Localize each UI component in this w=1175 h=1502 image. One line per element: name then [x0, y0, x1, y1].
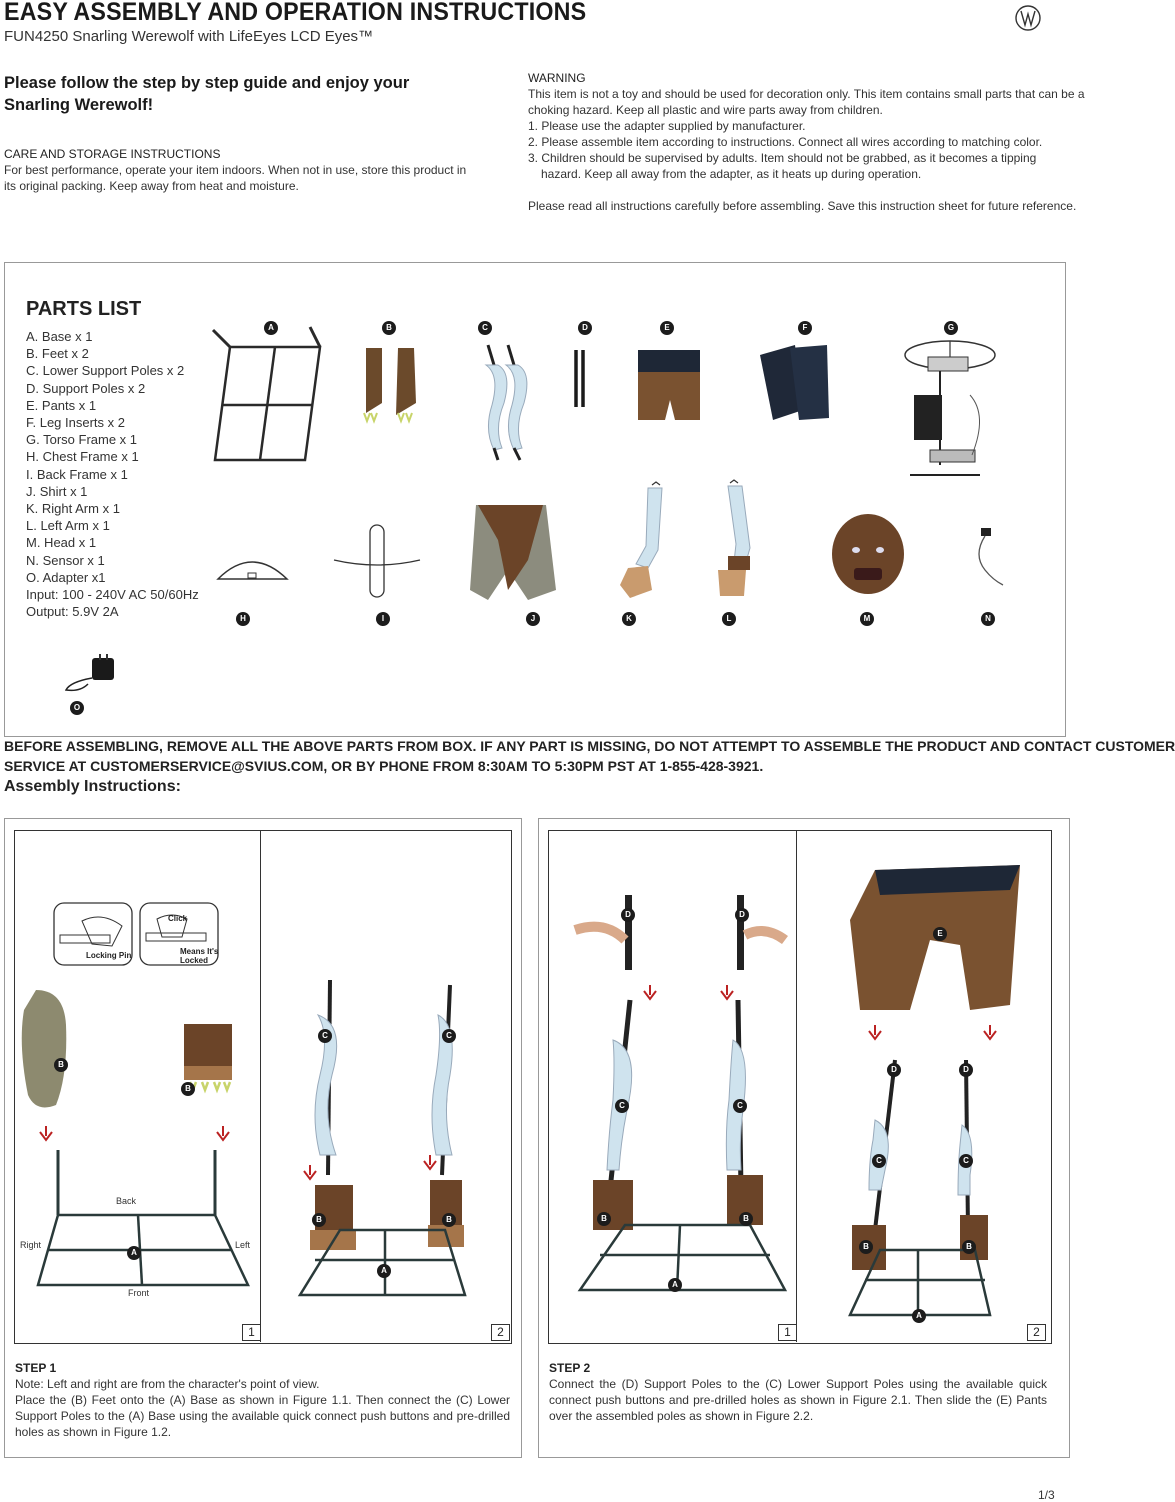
- parts-list-item: L. Left Arm x 1: [26, 518, 110, 534]
- warning-heading: WARNING: [528, 71, 586, 85]
- label-back: Back: [116, 1196, 137, 1206]
- document-subtitle: FUN4250 Snarling Werewolf with LifeEyes LCD Eyes™: [4, 28, 374, 45]
- warning-line: Please read all instructions carefully before assembling. Save this instruction sheet for future reference.: [528, 199, 1077, 213]
- step2-label-c4: C: [959, 1154, 973, 1168]
- step2-label-b1: B: [597, 1212, 611, 1226]
- left-arm-illustration: [708, 478, 768, 608]
- locking-pin-label: Locking Pin: [86, 951, 132, 960]
- step1-label-b4: B: [442, 1213, 456, 1227]
- part-label-e: E: [660, 321, 674, 335]
- step1-label-b3: B: [312, 1213, 326, 1227]
- part-label-j: J: [526, 612, 540, 626]
- step2-label-c1: C: [615, 1099, 629, 1113]
- chest-frame-illustration: [215, 553, 290, 583]
- step1-label-b2: B: [181, 1082, 195, 1096]
- part-label-o: O: [70, 701, 84, 715]
- part-label-d: D: [578, 321, 592, 335]
- adapter-illustration: [60, 650, 122, 695]
- parts-list-item: B. Feet x 2: [26, 346, 89, 362]
- logo-emblem-icon: [1004, 2, 1052, 46]
- step1-label-b1: B: [54, 1058, 68, 1072]
- parts-list-item: Input: 100 - 240V AC 50/60Hz: [26, 587, 199, 603]
- step1-label-a1: A: [127, 1246, 141, 1260]
- click-label: Click: [168, 914, 188, 923]
- parts-list-item: F. Leg Inserts x 2: [26, 415, 125, 431]
- figure-1-2-number: 2: [491, 1324, 510, 1341]
- page-number: 1/3: [1038, 1488, 1055, 1502]
- part-label-b: B: [382, 321, 396, 335]
- support-poles-illustration: [570, 345, 590, 415]
- head-illustration: [828, 512, 910, 602]
- step2-label-d2: D: [735, 908, 749, 922]
- part-label-c: C: [478, 321, 492, 335]
- step2-label-a2: A: [912, 1309, 926, 1323]
- step1-label-a2: A: [377, 1264, 391, 1278]
- warning-line: 2. Please assemble item according to instructions. Connect all wires according to matching color.: [528, 135, 1043, 149]
- back-frame-illustration: [332, 520, 422, 600]
- step-2-text: Connect the (D) Support Poles to the (C) Lower Support Poles using the available quick connect push buttons and pre-drilled holes as shown in Figure 2.1. Then slide the (E) Pants over the assembled poles as shown in Figure 2.2.: [549, 1377, 1047, 1423]
- warning-line: 1. Please use the adapter supplied by manufacturer.: [528, 119, 806, 133]
- step2-label-d4: D: [959, 1063, 973, 1077]
- brand-logo: [1004, 2, 1052, 46]
- parts-list-item: G. Torso Frame x 1: [26, 432, 138, 448]
- right-arm-illustration: [610, 480, 670, 610]
- part-label-a: A: [264, 321, 278, 335]
- parts-list-item: J. Shirt x 1: [26, 483, 88, 499]
- label-front: Front: [128, 1288, 150, 1298]
- step2-label-d3: D: [887, 1063, 901, 1077]
- missing-parts-notice: [4, 736, 1175, 776]
- part-label-f: F: [798, 321, 812, 335]
- step2-label-d1: D: [621, 908, 635, 922]
- step2-label-c2: C: [733, 1099, 747, 1113]
- step-1-text: Place the (B) Feet onto the (A) Base as shown in Figure 1.1. Then connect the (C) Lower Support Poles to the (A) Base using the available quick connect push buttons and pre-drilled holes as shown in Figure 1.2.: [15, 1393, 510, 1439]
- shirt-illustration: [468, 500, 558, 605]
- part-label-m: M: [860, 612, 874, 626]
- part-label-l: L: [722, 612, 736, 626]
- parts-list-item: E. Pants x 1: [26, 397, 97, 413]
- label-right: Right: [20, 1240, 42, 1250]
- figure-2-1-number: 1: [778, 1324, 797, 1341]
- parts-list-item: D. Support Poles x 2: [26, 380, 146, 396]
- parts-list-item: K. Right Arm x 1: [26, 501, 120, 517]
- figure-1-1-number: 1: [242, 1324, 261, 1341]
- care-text: For best performance, operate your item indoors. When not in use, store this product in its original packing. Keep away from heat and moisture.: [4, 163, 467, 193]
- step2-label-b2: B: [739, 1212, 753, 1226]
- warning-line: 3. Children should be supervised by adults. Item should not be grabbed, as it becomes a tipping: [528, 151, 1037, 165]
- figure-2-2-number: 2: [1027, 1324, 1046, 1341]
- notice-line: SERVICE AT CUSTOMERSERVICE@SVIUS.COM, OR BY PHONE FROM 8:30AM TO 5:30PM PST AT 1-855-428-3921.: [4, 758, 764, 774]
- warning-line: This item is not a toy and should be used for decoration only. This item contains small parts that can be a: [528, 87, 1085, 101]
- step1-label-c2: C: [442, 1029, 456, 1043]
- step1-label-c1: C: [318, 1029, 332, 1043]
- step2-label-e: E: [933, 927, 947, 941]
- parts-list-item: O. Adapter x1: [26, 569, 106, 585]
- base-layout-diagram: [20, 1120, 255, 1295]
- parts-list-heading: PARTS LIST: [26, 298, 142, 320]
- part-label-h: H: [236, 612, 250, 626]
- step-2-heading: STEP 2: [549, 1361, 591, 1375]
- assembly-heading: Assembly Instructions:: [4, 778, 181, 795]
- warning-text: [528, 86, 1085, 214]
- support-poles-assembly-illustration: [555, 890, 790, 1305]
- parts-list-item: C. Lower Support Poles x 2: [26, 363, 185, 379]
- parts-list-item: A. Base x 1: [26, 329, 93, 344]
- step-1-heading: STEP 1: [15, 1361, 57, 1375]
- parts-list-item: N. Sensor x 1: [26, 552, 105, 568]
- part-label-n: N: [981, 612, 995, 626]
- part-label-k: K: [622, 612, 636, 626]
- torso-frame-illustration: [900, 335, 1000, 485]
- step2-label-c3: C: [872, 1154, 886, 1168]
- figure-divider: [796, 830, 797, 1342]
- leg-inserts-illustration: [755, 340, 835, 425]
- parts-list-item: H. Chest Frame x 1: [26, 449, 139, 465]
- care-heading: CARE AND STORAGE INSTRUCTIONS: [4, 147, 221, 161]
- parts-list-item: Output: 5.9V 2A: [26, 604, 119, 620]
- warning-line: hazard. Keep all away from the adapter, as it heats up during operation.: [541, 167, 922, 181]
- part-label-g: G: [944, 321, 958, 335]
- label-left: Left: [235, 1240, 251, 1250]
- lower-poles-on-base-illustration: [290, 975, 490, 1305]
- foot-bottom-illustration: [16, 985, 76, 1115]
- parts-list-item: M. Head x 1: [26, 535, 97, 551]
- step-1-note: Note: Left and right are from the character's point of view.: [15, 1377, 320, 1391]
- step2-label-b3: B: [859, 1240, 873, 1254]
- pants-illustration: [630, 345, 710, 425]
- sensor-illustration: [965, 525, 1015, 590]
- parts-list: [26, 328, 199, 620]
- part-label-i: I: [376, 612, 390, 626]
- document-title: EASY ASSEMBLY AND OPERATION INSTRUCTIONS: [4, 0, 587, 26]
- step2-label-a1: A: [668, 1278, 682, 1292]
- pants-assembly-illustration: [820, 860, 1040, 1320]
- figure-divider: [260, 830, 261, 1342]
- lower-support-poles-illustration: [470, 340, 535, 465]
- intro-text: Please follow the step by step guide and enjoy your Snarling Werewolf!: [4, 74, 410, 114]
- step2-label-b4: B: [962, 1240, 976, 1254]
- parts-list-item: I. Back Frame x 1: [26, 466, 128, 482]
- notice-line: BEFORE ASSEMBLING, REMOVE ALL THE ABOVE PARTS FROM BOX. IF ANY PART IS MISSING, DO NOT ATTEMPT TO ASSEMBLE THE PRODUCT AND CONTACT CUSTOMER: [4, 738, 1175, 754]
- feet-illustration: [358, 343, 428, 428]
- base-frame-illustration: [205, 325, 330, 465]
- means-locked-label: Means It's Locked: [180, 947, 219, 965]
- warning-line: choking hazard. Keep all plastic and wire parts away from children.: [528, 103, 883, 117]
